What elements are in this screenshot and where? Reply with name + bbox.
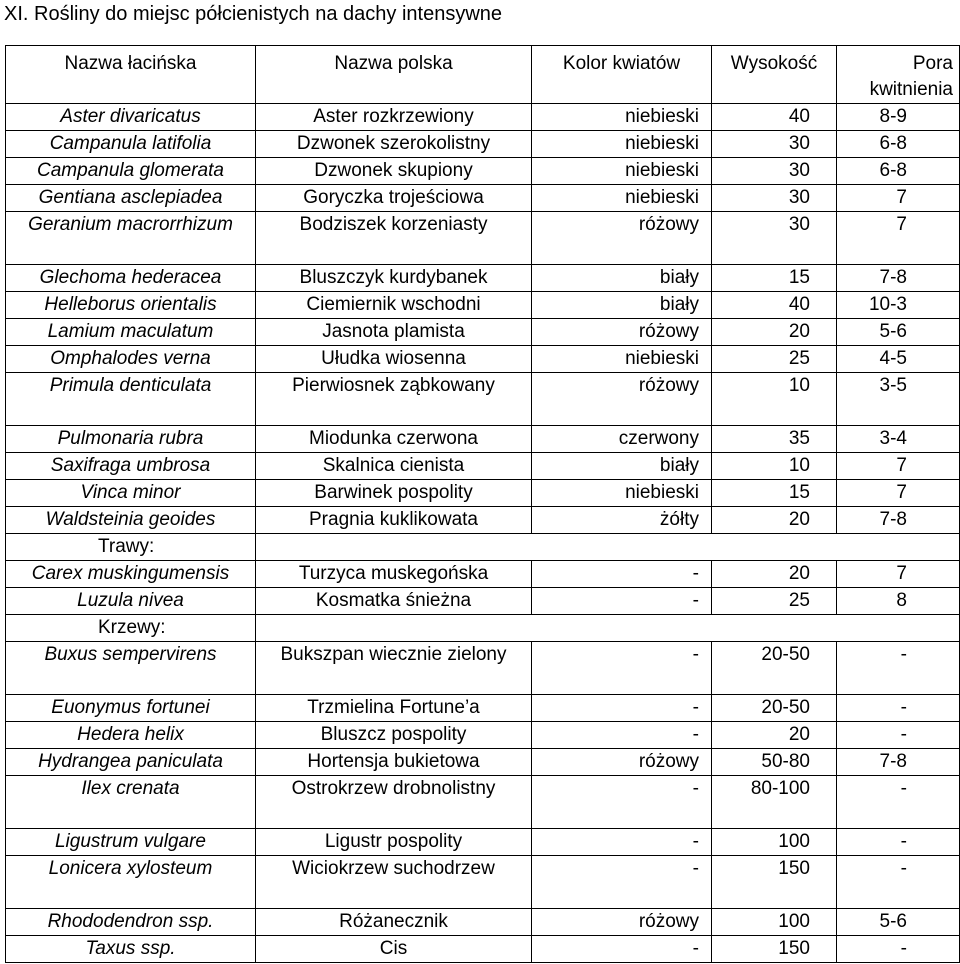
polish-name-cell: Barwinek pospolity <box>256 480 532 507</box>
latin-name-cell: Omphalodes verna <box>6 346 256 373</box>
latin-name-cell: Ligustrum vulgare <box>6 829 256 856</box>
latin-name-cell: Campanula glomerata <box>6 158 256 185</box>
flower-color-cell: niebieski <box>532 346 712 373</box>
bloom-time-cell: 4-5 <box>837 346 960 373</box>
table-row <box>6 158 960 185</box>
height-cell: 20-50 <box>712 642 837 695</box>
polish-name-cell: Pragnia kuklikowata <box>256 507 532 534</box>
flower-color-cell: - <box>532 936 712 963</box>
bloom-time-cell: 8-9 <box>837 104 960 131</box>
section-empty-cell <box>256 534 960 561</box>
bloom-time-cell: - <box>837 722 960 749</box>
bloom-time-cell: - <box>837 695 960 722</box>
latin-name-cell: Pulmonaria rubra <box>6 426 256 453</box>
plants-table <box>5 45 960 963</box>
latin-name-cell: Luzula nivea <box>6 588 256 615</box>
height-cell: 30 <box>712 158 837 185</box>
latin-name-cell: Carex muskingumensis <box>6 561 256 588</box>
bloom-time-cell: 3-5 <box>837 373 960 426</box>
flower-color-cell: - <box>532 642 712 695</box>
height-cell: 40 <box>712 104 837 131</box>
header-flower-color: Kolor kwiatów <box>532 46 712 104</box>
bloom-time-cell: 8 <box>837 588 960 615</box>
table-row <box>6 426 960 453</box>
height-cell: 150 <box>712 936 837 963</box>
height-cell: 150 <box>712 856 837 909</box>
flower-color-cell: niebieski <box>532 185 712 212</box>
polish-name-cell: Trzmielina Fortune’a <box>256 695 532 722</box>
polish-name-cell: Jasnota plamista <box>256 319 532 346</box>
page-title: XI. Rośliny do miejsc półcienistych na dachy intensywne <box>4 3 503 25</box>
height-cell: 20 <box>712 561 837 588</box>
header-latin-name: Nazwa łacińska <box>6 46 256 104</box>
flower-color-cell: niebieski <box>532 158 712 185</box>
height-cell: 50-80 <box>712 749 837 776</box>
latin-name-cell: Buxus sempervirens <box>6 642 256 695</box>
latin-name-cell: Gentiana asclepiadea <box>6 185 256 212</box>
table-row <box>6 588 960 615</box>
table-row <box>6 131 960 158</box>
polish-name-cell: Bukszpan wiecznie zielony <box>256 642 532 695</box>
height-cell: 30 <box>712 212 837 265</box>
latin-name-cell: Geranium macrorrhizum <box>6 212 256 265</box>
flower-color-cell: żółty <box>532 507 712 534</box>
table-header-row <box>6 46 960 104</box>
table-row <box>6 829 960 856</box>
height-cell: 100 <box>712 829 837 856</box>
section-label: Trawy: <box>6 534 256 561</box>
flower-color-cell: - <box>532 561 712 588</box>
height-cell: 100 <box>712 909 837 936</box>
table-row <box>6 749 960 776</box>
flower-color-cell: różowy <box>532 749 712 776</box>
polish-name-cell: Ciemiernik wschodni <box>256 292 532 319</box>
table-row <box>6 909 960 936</box>
polish-name-cell: Ułudka wiosenna <box>256 346 532 373</box>
height-cell: 30 <box>712 131 837 158</box>
header-polish-name: Nazwa polska <box>256 46 532 104</box>
bloom-time-cell: 7 <box>837 561 960 588</box>
bloom-time-cell: 7-8 <box>837 749 960 776</box>
polish-name-cell: Różanecznik <box>256 909 532 936</box>
bloom-time-cell: 7 <box>837 212 960 265</box>
bloom-time-cell: 3-4 <box>837 426 960 453</box>
flower-color-cell: - <box>532 776 712 829</box>
polish-name-cell: Hortensja bukietowa <box>256 749 532 776</box>
latin-name-cell: Helleborus orientalis <box>6 292 256 319</box>
flower-color-cell: - <box>532 829 712 856</box>
height-cell: 80-100 <box>712 776 837 829</box>
latin-name-cell: Hydrangea paniculata <box>6 749 256 776</box>
latin-name-cell: Euonymus fortunei <box>6 695 256 722</box>
height-cell: 25 <box>712 346 837 373</box>
height-cell: 10 <box>712 453 837 480</box>
bloom-time-cell: - <box>837 829 960 856</box>
polish-name-cell: Cis <box>256 936 532 963</box>
polish-name-cell: Bodziszek korzeniasty <box>256 212 532 265</box>
flower-color-cell: - <box>532 722 712 749</box>
polish-name-cell: Aster rozkrzewiony <box>256 104 532 131</box>
height-cell: 20-50 <box>712 695 837 722</box>
table-row <box>6 936 960 963</box>
polish-name-cell: Goryczka trojeściowa <box>256 185 532 212</box>
table-row <box>6 346 960 373</box>
table-row <box>6 212 960 265</box>
section-empty-cell <box>256 615 960 642</box>
table-row <box>6 104 960 131</box>
polish-name-cell: Ostrokrzew drobnolistny <box>256 776 532 829</box>
table-row <box>6 265 960 292</box>
table-row <box>6 856 960 909</box>
table-row <box>6 695 960 722</box>
bloom-time-cell: - <box>837 776 960 829</box>
height-cell: 20 <box>712 722 837 749</box>
flower-color-cell: biały <box>532 453 712 480</box>
table-row <box>6 776 960 829</box>
height-cell: 35 <box>712 426 837 453</box>
bloom-time-cell: 5-6 <box>837 909 960 936</box>
flower-color-cell: biały <box>532 292 712 319</box>
polish-name-cell: Wiciokrzew suchodrzew <box>256 856 532 909</box>
flower-color-cell: - <box>532 588 712 615</box>
bloom-time-cell: 7 <box>837 185 960 212</box>
polish-name-cell: Dzwonek szerokolistny <box>256 131 532 158</box>
section-row <box>6 534 960 561</box>
latin-name-cell: Rhododendron ssp. <box>6 909 256 936</box>
table-row <box>6 480 960 507</box>
table-row <box>6 319 960 346</box>
table-row <box>6 722 960 749</box>
table-row <box>6 642 960 695</box>
height-cell: 25 <box>712 588 837 615</box>
flower-color-cell: różowy <box>532 373 712 426</box>
section-row <box>6 615 960 642</box>
polish-name-cell: Dzwonek skupiony <box>256 158 532 185</box>
table-row <box>6 373 960 426</box>
latin-name-cell: Aster divaricatus <box>6 104 256 131</box>
flower-color-cell: różowy <box>532 909 712 936</box>
polish-name-cell: Bluszczyk kurdybanek <box>256 265 532 292</box>
polish-name-cell: Miodunka czerwona <box>256 426 532 453</box>
polish-name-cell: Pierwiosnek ząbkowany <box>256 373 532 426</box>
height-cell: 15 <box>712 265 837 292</box>
table-row <box>6 292 960 319</box>
bloom-time-cell: 6-8 <box>837 131 960 158</box>
latin-name-cell: Saxifraga umbrosa <box>6 453 256 480</box>
height-cell: 20 <box>712 319 837 346</box>
height-cell: 30 <box>712 185 837 212</box>
table-row <box>6 453 960 480</box>
flower-color-cell: - <box>532 856 712 909</box>
latin-name-cell: Glechoma hederacea <box>6 265 256 292</box>
bloom-time-cell: 5-6 <box>837 319 960 346</box>
latin-name-cell: Taxus ssp. <box>6 936 256 963</box>
bloom-time-cell: 7 <box>837 453 960 480</box>
latin-name-cell: Lamium maculatum <box>6 319 256 346</box>
bloom-time-cell: - <box>837 642 960 695</box>
flower-color-cell: różowy <box>532 319 712 346</box>
header-height: Wysokość <box>712 46 837 104</box>
table-row <box>6 185 960 212</box>
bloom-time-cell: 6-8 <box>837 158 960 185</box>
latin-name-cell: Vinca minor <box>6 480 256 507</box>
bloom-time-cell: 10-3 <box>837 292 960 319</box>
flower-color-cell: niebieski <box>532 131 712 158</box>
flower-color-cell: czerwony <box>532 426 712 453</box>
polish-name-cell: Kosmatka śnieżna <box>256 588 532 615</box>
latin-name-cell: Waldsteinia geoides <box>6 507 256 534</box>
polish-name-cell: Ligustr pospolity <box>256 829 532 856</box>
bloom-time-cell: 7-8 <box>837 265 960 292</box>
flower-color-cell: biały <box>532 265 712 292</box>
flower-color-cell: niebieski <box>532 104 712 131</box>
polish-name-cell: Skalnica cienista <box>256 453 532 480</box>
height-cell: 40 <box>712 292 837 319</box>
table-row <box>6 561 960 588</box>
flower-color-cell: różowy <box>532 212 712 265</box>
latin-name-cell: Campanula latifolia <box>6 131 256 158</box>
height-cell: 15 <box>712 480 837 507</box>
latin-name-cell: Hedera helix <box>6 722 256 749</box>
polish-name-cell: Bluszcz pospolity <box>256 722 532 749</box>
height-cell: 10 <box>712 373 837 426</box>
latin-name-cell: Ilex crenata <box>6 776 256 829</box>
section-label: Krzewy: <box>6 615 256 642</box>
table-row <box>6 507 960 534</box>
header-bloom-time: Pora kwitnienia <box>837 46 960 104</box>
latin-name-cell: Lonicera xylosteum <box>6 856 256 909</box>
latin-name-cell: Primula denticulata <box>6 373 256 426</box>
polish-name-cell: Turzyca muskegońska <box>256 561 532 588</box>
flower-color-cell: - <box>532 695 712 722</box>
bloom-time-cell: - <box>837 936 960 963</box>
height-cell: 20 <box>712 507 837 534</box>
flower-color-cell: niebieski <box>532 480 712 507</box>
bloom-time-cell: 7-8 <box>837 507 960 534</box>
bloom-time-cell: 7 <box>837 480 960 507</box>
bloom-time-cell: - <box>837 856 960 909</box>
